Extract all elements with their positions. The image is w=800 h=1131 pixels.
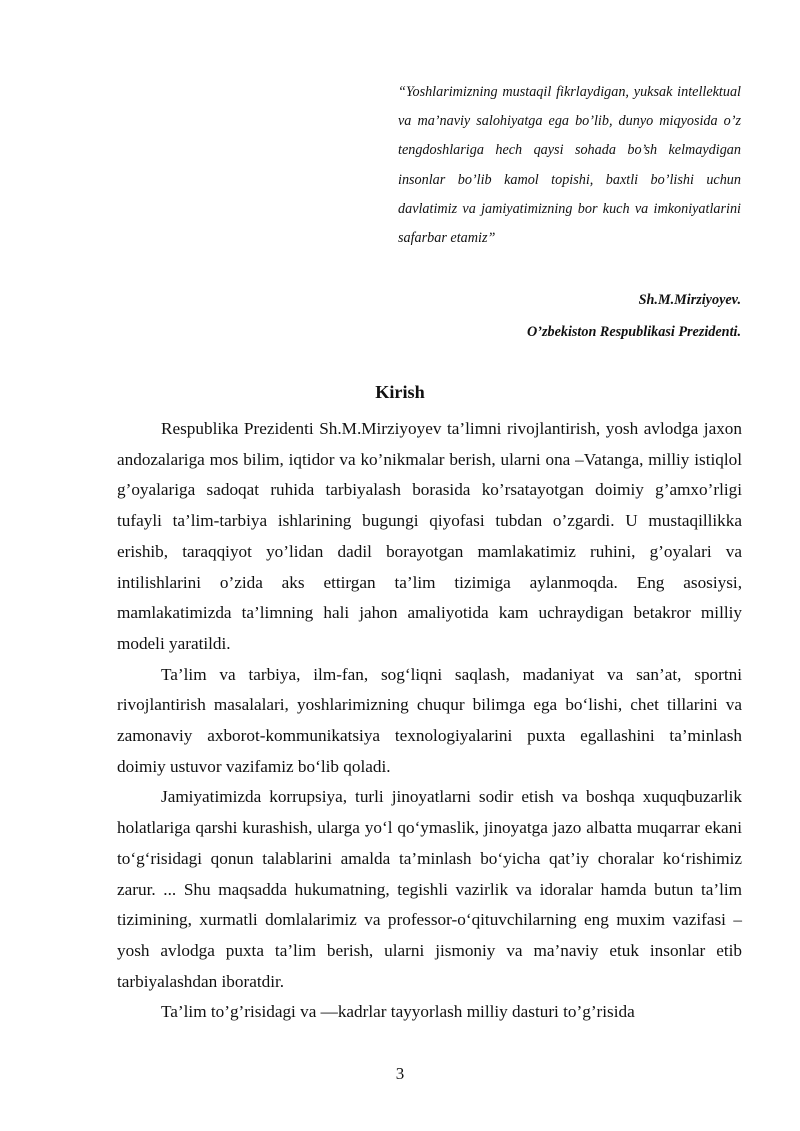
paragraph-2: Ta’lim va tarbiya, ilm-fan, sog‘liqni saqlash, madaniyat va san’at, sportni rivojlantirish masalalari, yoshlarimizning chuqur bilimga ega bo‘lishi, chet tillarini va zamonaviy axborot-kommunikatsiya texnologiyalarini puxta egallashini ta’minlash doimiy ustuvor vazifamiz bo‘lib qoladi. (117, 664, 742, 776)
body-text (117, 414, 742, 1028)
paragraph-1: Respublika Prezidenti Sh.M.Mirziyoyev ta’limni rivojlantirish, yosh avlodga jaxon andozalariga mos bilim, iqtidor va ko’nikmalar berish, ularni ona –Vatanga, milliy istiqlol g’oyalariga sadoqat ruhida tarbiyalash borasida ko’rsatayotgan doimiy g’amxo’rligi tufayli ta’lim-tarbiya ishlarining bugungi qiyofasi tubdan o’zgardi. U mustaqillikka erishib, taraqqiyot yo’lidan dadil borayotgan mamlakatimiz ruhini, g’oyalari va intilishlarini o’zida aks ettirgan ta’lim tizimiga aylanmoqda. Eng asosiysi, mamlakatimizda ta’limning hali jahon amaliyotida kam uchraydigan betakror milliy modeli yaratildi. (117, 419, 742, 653)
paragraph-4: Ta’lim to’g’risidagi va ―kadrlar tayyorlash milliy dasturi to’g’risida (161, 1002, 635, 1022)
epigraph-quote: “Yoshlarimizning mustaqil fikrlaydigan, yuksak intellektual va ma’naviy salohiyatga ega bo’lib, dunyo miqyosida o’z tengdoshlariga hech qaysi sohada bo’sh kelmaydigan insonlar bo’lib kamol topishi, baxtli bo’lishi uchun davlatimiz va jamiyatimizning bor kuch va imkoniyatlarini safarbar etamiz” (398, 84, 741, 247)
section-title: Kirish (375, 382, 425, 402)
page-number: 3 (395, 1064, 405, 1083)
paragraph-3: Jamiyatimizda korrupsiya, turli jinoyatlarni sodir etish va boshqa xuquqbuzarlik holatlariga qarshi kurashish, ularga yo‘l qo‘ymaslik, jinoyatga jazo albatta muqarrar ekani to‘g‘risidagi qonun talablarini amalda ta’minlash bo‘yicha qat’iy choralar ko‘rishimiz zarur. ... Shu maqsadda hukumatning, tegishli vazirlik va idoralar hamda butun ta’lim tizimining, xurmatli domlalarimiz va professor-o‘qituvchilarning eng muxim vazifasi – yosh avlodga puxta ta’lim berish, ularni jismoniy va ma’naviy etuk insonlar etib tarbiyalashdan iboratdir. (117, 787, 742, 991)
epigraph-author-title: O’zbekiston Respublikasi Prezidenti. (526, 324, 741, 340)
epigraph-author: Sh.M.Mirziyoyev. (638, 292, 741, 308)
